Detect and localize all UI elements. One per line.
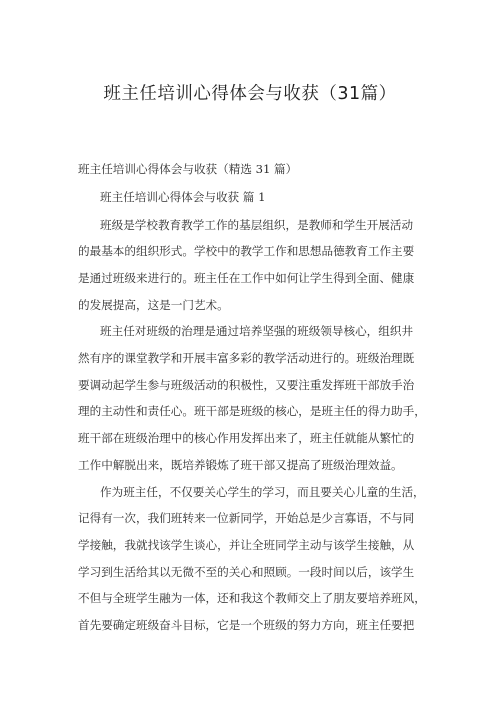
text-line: 作为班主任，不仅要关心学生的学习，而且要关心儿童的生活， [100, 485, 425, 499]
text-line: 班干部在班级治理中的核心作用发挥出来了，班主任就能从繁忙的 [78, 431, 415, 445]
text-line: 要调动起学生参与班级活动的积极性，又要注重发挥班干部放手治 [78, 378, 415, 392]
text-line: 学习到生活给其以无微不至的关心和照顾。一段时间以后，该学生 [78, 565, 415, 579]
text-line: 理的主动性和责任心。班干部是班级的核心，是班主任的得力助手， [78, 404, 426, 418]
text-line: 学接触，我就找该学生谈心，并让全班同学主动与该学生接触，从 [78, 538, 415, 552]
text-line: 的最基本的组织形式。学校中的教学工作和思想品德教育工作主要 [78, 244, 415, 258]
text-line: 班主任对班级的治理是通过培养坚强的班级领导核心，组织井 [100, 324, 414, 338]
section-heading: 班主任培训心得体会与收获 篇 1 [100, 190, 266, 204]
text-line: 班级是学校教育教学工作的基层组织，是教师和学生开展活动 [100, 218, 414, 232]
text-line: 是通过班级来进行的。班主任在工作中如何让学生得到全面、健康 [78, 271, 415, 285]
text-line: 不但与全班学生融为一体，还和我这个教师交上了朋友要培养班风， [78, 591, 426, 605]
text-line: 工作中解脱出来，既培养锻炼了班干部又提高了班级治理效益。 [78, 458, 403, 472]
text-line: 记得有一次，我们班转来一位新同学，开始总是少言寡语，不与同 [78, 511, 415, 525]
text-line: 然有序的课堂教学和开展丰富多彩的教学活动进行的。班级治理既 [78, 351, 415, 365]
text-line: 首先要确定班级奋斗目标，它是一个班级的努力方向，班主任要把 [78, 618, 415, 632]
text-line: 的发展提高，这是一门艺术。 [78, 298, 229, 312]
document-title: 班主任培训心得体会与收获（31篇） [103, 84, 397, 104]
text-line: 班主任培训心得体会与收获（精选 31 篇） [78, 162, 298, 176]
